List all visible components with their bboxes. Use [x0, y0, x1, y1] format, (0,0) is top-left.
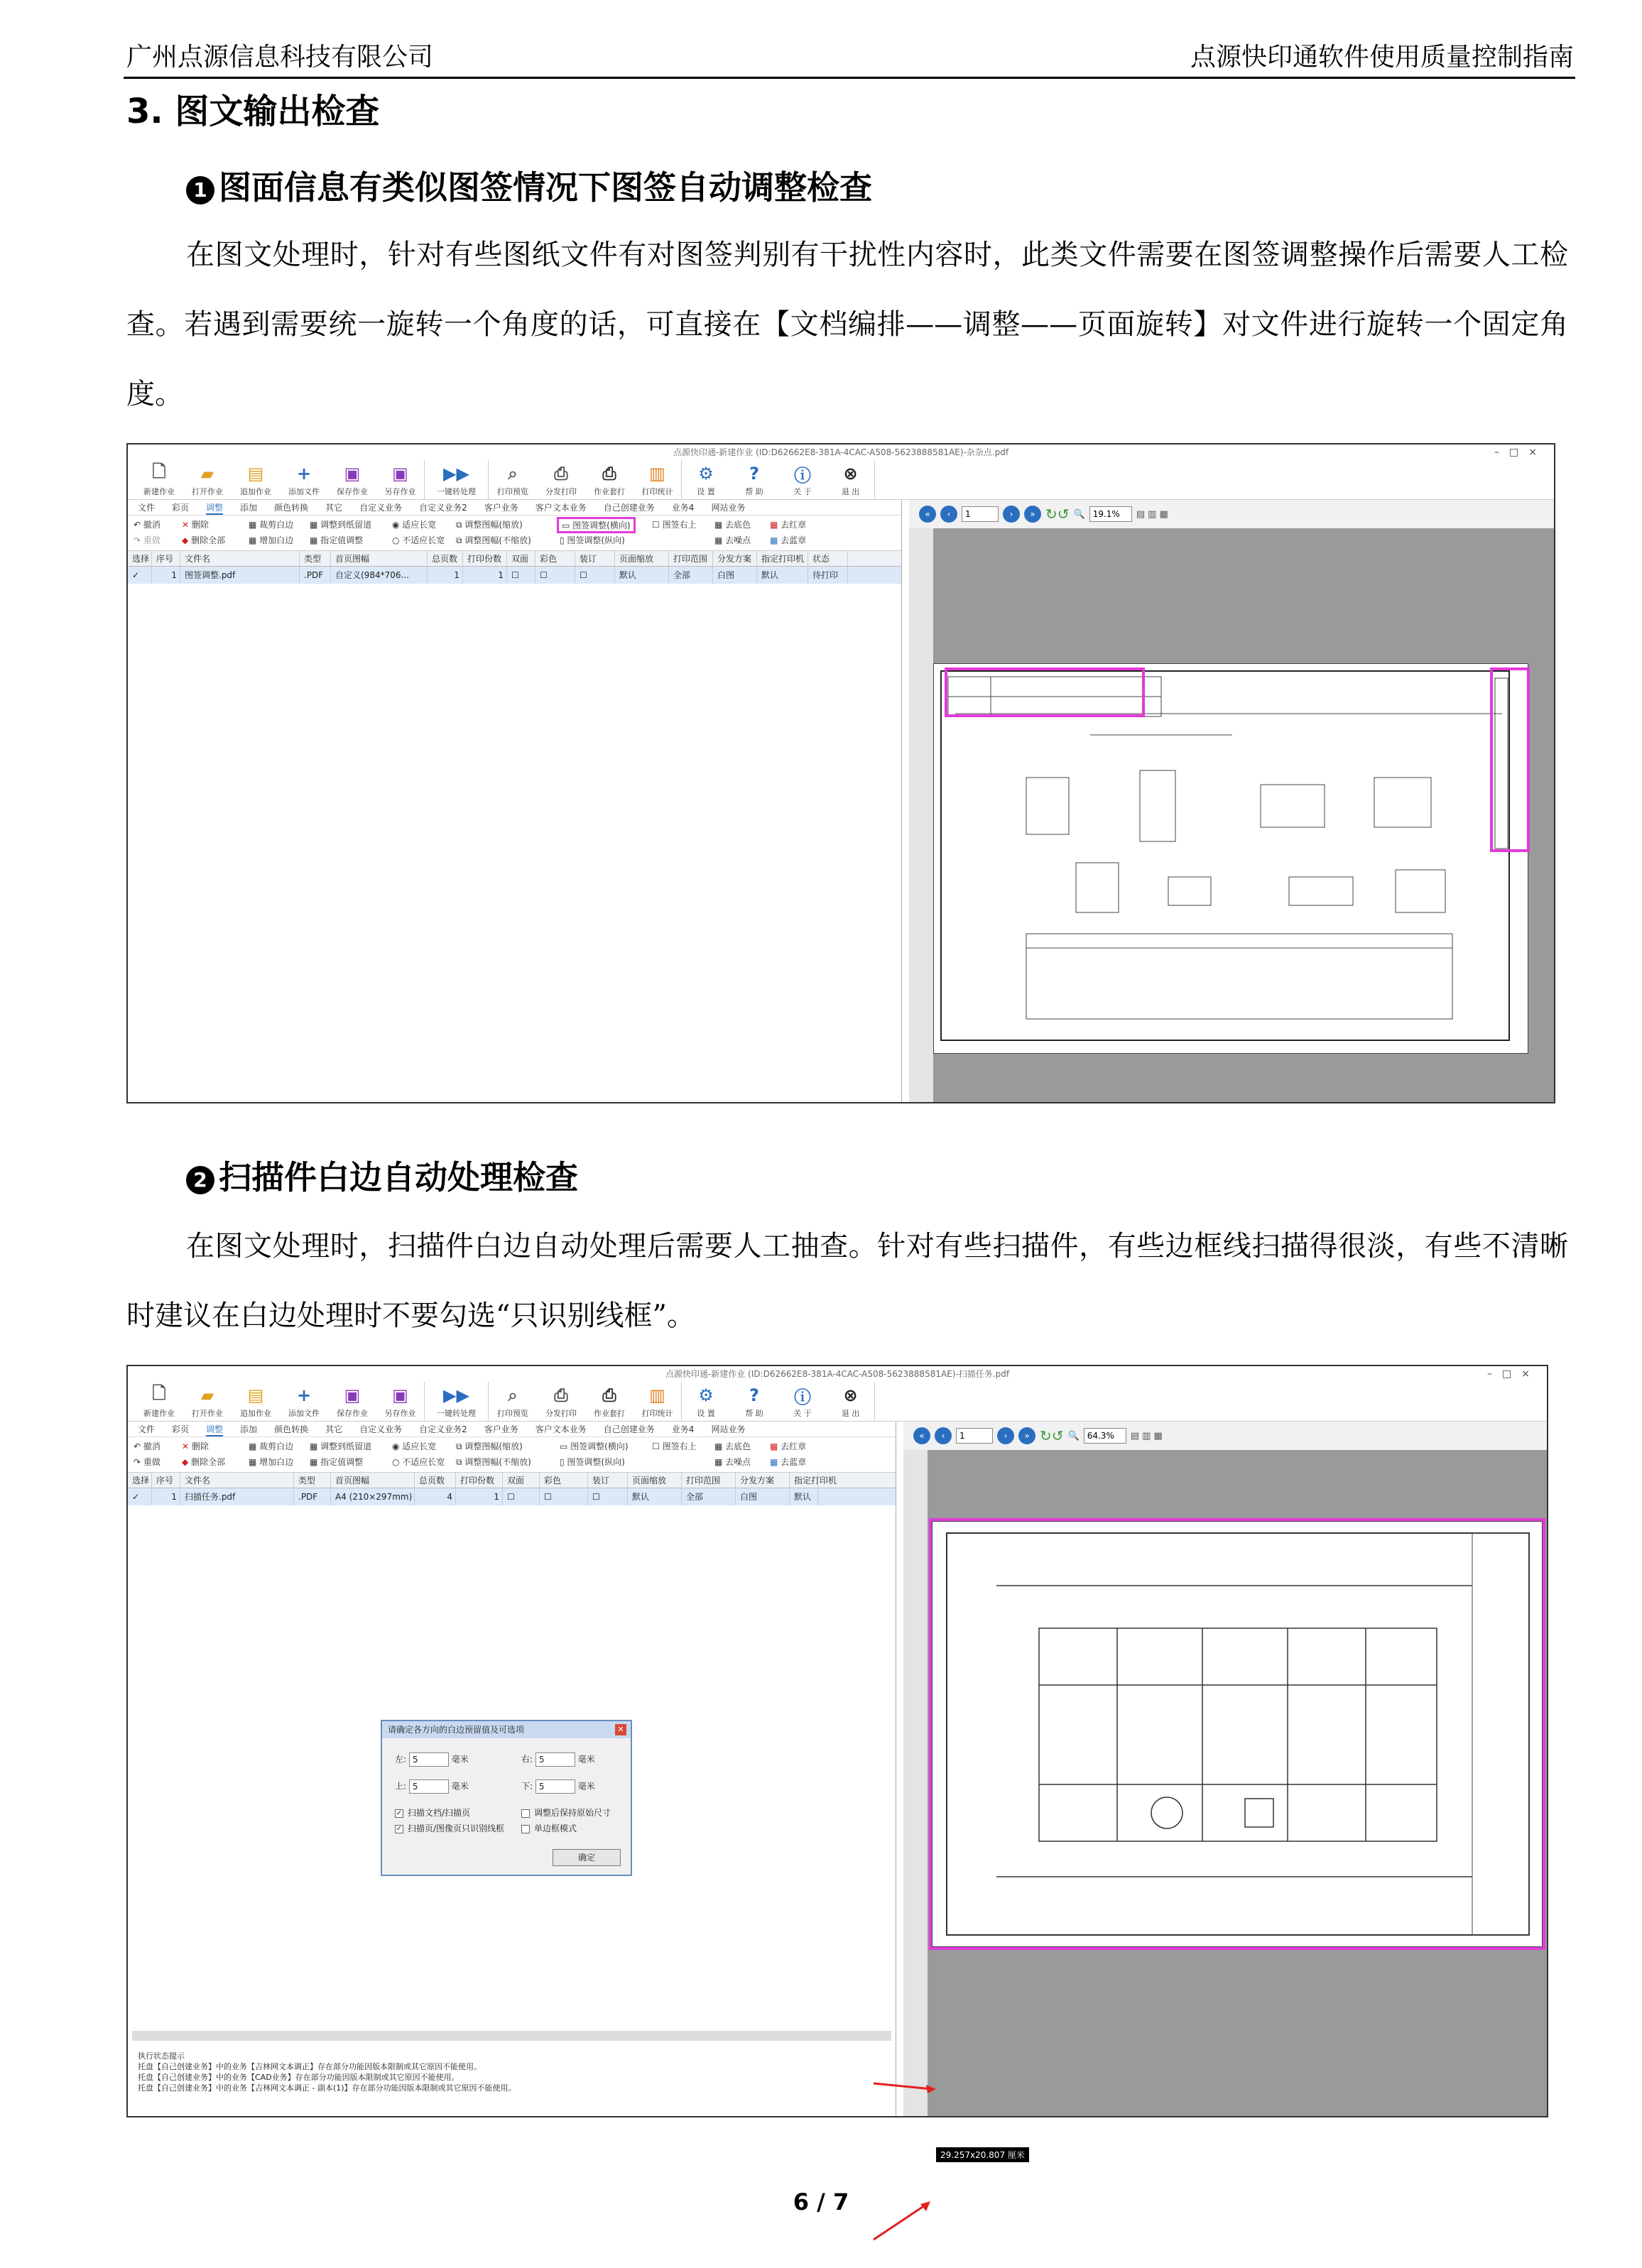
spec-adjust-button[interactable]: ▦ 指定值调整: [310, 535, 364, 545]
append-job-button[interactable]: ▤ 追加作业: [240, 1385, 271, 1418]
zoom-icon[interactable]: 🔍: [1067, 1430, 1080, 1441]
open-job-button[interactable]: ▰ 打开作业: [192, 1385, 223, 1418]
tab-customer[interactable]: 客户业务: [484, 1424, 518, 1434]
preview-icon: ⌕: [508, 464, 518, 484]
dialog-ok-button[interactable]: 确定: [553, 1849, 621, 1866]
append-icon: ▤: [247, 1385, 264, 1405]
settings-button[interactable]: ⚙ 设 置: [682, 1382, 730, 1421]
gear-icon: ⚙: [698, 464, 714, 484]
print-stats-button[interactable]: ▥ 打印统计: [634, 1382, 682, 1421]
view-mode-icon[interactable]: ▤ ▥ ▦: [1136, 508, 1168, 520]
window-title: 点源快印通-新建作业 (ID:D62662E8-381A-4CAC-A508-5623888581AE)-杂杂点.pdf –□×: [128, 445, 1554, 460]
drawing-sheet: [933, 663, 1528, 1054]
page-input[interactable]: 1: [956, 1428, 993, 1444]
no-scale-button[interactable]: ⧉ 调整图幅(不缩放): [456, 1457, 531, 1467]
save-icon: ▣: [344, 1385, 361, 1405]
preview-toolbar: [903, 1422, 1547, 1450]
tab-custom2[interactable]: 自定义业务2: [419, 503, 467, 513]
folder-icon: ▰: [200, 464, 214, 484]
scale-button[interactable]: ⧉ 调整图幅(缩放): [456, 1441, 523, 1451]
close-icon: ⊗: [843, 464, 858, 484]
tab-adjust[interactable]: 调整: [206, 500, 223, 515]
drawing-lines: [934, 664, 1529, 1054]
save-icon: ▣: [344, 464, 361, 484]
sig-tr-checkbox[interactable]: ☐ 图签右上: [652, 1441, 697, 1451]
tab-add[interactable]: 添加: [240, 503, 258, 513]
item1-title: [186, 162, 872, 209]
settings-button[interactable]: ⚙ 设 置: [682, 460, 730, 499]
status-panel: [138, 2051, 516, 2093]
delete-button[interactable]: ✕ 删除: [182, 520, 209, 530]
dialog-title: 请确定各方向的白边预留值及可选项 ✕: [382, 1721, 631, 1738]
adjust-margin-button[interactable]: ▦ 调整到纸留道: [310, 1441, 372, 1451]
tab-business4[interactable]: 业务4: [671, 503, 695, 513]
zoom-input[interactable]: 64.3%: [1084, 1428, 1126, 1444]
tab-color-page[interactable]: 彩页: [172, 503, 190, 513]
right-margin-input[interactable]: 5: [535, 1752, 575, 1767]
ribbon-adjust: [128, 1437, 896, 1473]
tab-customer[interactable]: 客户业务: [484, 503, 518, 513]
info-icon: ⓘ: [794, 465, 811, 486]
left-pane: [128, 1422, 896, 2116]
save-as-icon: ▣: [392, 464, 408, 484]
header-doc-title: 点源快印通软件使用质量控制指南: [1190, 43, 1574, 72]
item1-paragraph: 在图文处理时，针对有些图纸文件有对图签判别有干扰性内容时，此类文件需要在图签调整操作后需要人工检查。若遇到需要统一旋转一个角度的话，可直接在【文档编排——调整——页面旋转】对文件进行旋转一个固定角度。: [126, 239, 1568, 410]
add-white-button[interactable]: ▦ 增加白边: [249, 535, 294, 545]
delete-all-button[interactable]: ◆ 删除全部: [182, 535, 226, 545]
grid-header: 选择 序号 文件名 类型 首页图幅 总页数 打印份数 双面 彩色 装订 页面缩放 打印范围 分发方案 指定打印机 状态: [128, 551, 901, 567]
highlight-titleblock: [945, 667, 1145, 717]
ribbon-tabs: [128, 500, 901, 516]
info-icon: ⓘ: [794, 1387, 811, 1407]
window-title: 点源快印通-新建作业 (ID:D62662E8-381A-4CAC-A508-5623888581AE)-扫描任务.pdf –□×: [128, 1366, 1547, 1382]
no-fit-radio[interactable]: ○ 不适应长宽: [392, 535, 445, 545]
preview-toolbar: [909, 500, 1554, 528]
remove-dot-button[interactable]: ▦ 去噪点: [714, 1457, 751, 1467]
stats-icon: ▥: [649, 1385, 665, 1405]
crop-white-button[interactable]: ▦ 裁剪白边: [249, 1441, 294, 1451]
no-fit-radio[interactable]: ○ 不适应长宽: [392, 1457, 445, 1467]
rotate-icon[interactable]: ↻↺: [1045, 506, 1070, 523]
tab-website[interactable]: 网站业务: [711, 503, 746, 513]
sig-v-button[interactable]: ▯ 图签调整(纵向): [560, 1457, 625, 1467]
bottom-margin-input[interactable]: 5: [535, 1779, 575, 1794]
header-rule: [124, 77, 1575, 79]
distribute-print-button[interactable]: ⎙ 分发打印: [545, 1385, 577, 1418]
save-job-button[interactable]: ▣ 保存作业: [337, 464, 368, 496]
measure-readout: 29.257x20.807 厘米: [936, 2147, 1029, 2162]
printer-icon-2: ⎙: [602, 464, 616, 484]
crop-white-button[interactable]: ▦ 裁剪白边: [249, 520, 294, 530]
item2-number: 2: [186, 1166, 214, 1194]
exit-button[interactable]: ⊗ 退 出: [827, 1382, 875, 1421]
tab-file[interactable]: 文件: [138, 1424, 156, 1434]
new-doc-icon: 🗋: [152, 1383, 166, 1403]
open-job-button[interactable]: ▰ 打开作业: [192, 464, 223, 496]
prev-page-icon[interactable]: ‹: [940, 506, 957, 523]
left-pane: [128, 500, 902, 1102]
status-title: 执行状态提示: [138, 2051, 185, 2061]
remove-blue-button[interactable]: ▦ 去蓝章: [770, 535, 807, 545]
page-input[interactable]: 1: [962, 506, 999, 522]
tab-color-convert[interactable]: 颜色转换: [274, 503, 309, 513]
color-checkbox[interactable]: ☐: [540, 1488, 588, 1505]
preview-sidebar: [909, 528, 933, 1102]
sig-h-button[interactable]: ▭ 图签调整(横向): [560, 1441, 629, 1451]
delete-all-button[interactable]: ◆ 删除全部: [182, 1457, 226, 1467]
distribute-print-button[interactable]: ⎙ 分发打印: [545, 464, 577, 496]
plus-icon: +: [296, 464, 312, 484]
add-file-button[interactable]: + 添加文件: [288, 464, 320, 496]
plus-icon: +: [296, 1385, 312, 1405]
adjust-margin-button[interactable]: ▦ 调整到纸留道: [310, 520, 372, 530]
zoom-icon[interactable]: 🔍: [1073, 508, 1085, 520]
remove-dot-button[interactable]: ▦ 去噪点: [714, 535, 751, 545]
help-button[interactable]: ? 帮 助: [730, 460, 778, 499]
prev-page-icon[interactable]: ‹: [935, 1427, 952, 1444]
print-preview-button[interactable]: ⌕ 打印预览: [497, 1385, 528, 1418]
one-click-process-button[interactable]: ▶▶ 一键转处理: [425, 1382, 489, 1421]
table-row[interactable]: ✓ 1 图签调整.pdf .PDF 自定义(984*706... 1 1 ☐ ☐ ☐ 默认 全部 白图 默认 待打印: [128, 567, 901, 584]
window-controls[interactable]: –□×: [1494, 447, 1547, 458]
tab-color-convert[interactable]: 颜色转换: [274, 1424, 309, 1434]
red-arrows: [874, 2083, 959, 2268]
page-number: 6 / 7: [793, 2188, 849, 2215]
dialog-close-icon[interactable]: ✕: [615, 1724, 626, 1735]
tab-business4[interactable]: 业务4: [671, 1424, 695, 1434]
color-checkbox[interactable]: ☐: [535, 567, 575, 584]
new-job-button[interactable]: 🗋 新建作业: [143, 461, 175, 496]
scan-doc-checkbox[interactable]: ✓ 扫描文档/扫描页: [396, 1808, 471, 1818]
delete-button[interactable]: ✕ 删除: [182, 1441, 209, 1451]
first-page-icon[interactable]: «: [919, 506, 936, 523]
about-button[interactable]: ⓘ 关 于: [778, 460, 827, 499]
header-company: 广州点源信息科技有限公司: [126, 43, 434, 72]
top-margin-input[interactable]: 5: [409, 1779, 449, 1794]
tab-self-created[interactable]: 自己创建业务: [603, 503, 655, 513]
file-grid: [128, 551, 901, 584]
grid-header: 选择 序号 文件名 类型 首页图幅 总页数 打印份数 双面 彩色 装订 页面缩放 打印范围 分发方案 指定打印机: [128, 1473, 896, 1488]
job-print-button[interactable]: ⎙ 作业套打: [594, 1385, 625, 1418]
play-icon: ▶▶: [443, 1385, 469, 1405]
remove-red-button[interactable]: ▦ 去红章: [770, 1441, 807, 1451]
binding-checkbox[interactable]: ☐: [575, 567, 615, 584]
save-as-button[interactable]: ▣ 另存作业: [376, 1382, 425, 1421]
job-print-button[interactable]: ⎙ 作业套打: [594, 464, 625, 496]
add-file-button[interactable]: + 添加文件: [288, 1385, 320, 1418]
save-as-button[interactable]: ▣ 另存作业: [376, 460, 425, 499]
keep-size-checkbox[interactable]: 调整后保持原始尺寸: [521, 1806, 611, 1819]
item1-number: 1: [186, 176, 214, 205]
printer-icon: ⎙: [554, 464, 568, 484]
sig-h-button[interactable]: ▭ 图签调整(横向): [557, 517, 636, 533]
spec-adjust-button[interactable]: ▦ 指定值调整: [310, 1457, 364, 1467]
new-doc-icon: 🗋: [152, 461, 166, 481]
highlight-side-block: [1490, 667, 1530, 852]
tab-customer-text[interactable]: 客户文本业务: [535, 503, 587, 513]
tab-website[interactable]: 网站业务: [711, 1424, 746, 1434]
help-icon: ?: [749, 464, 759, 484]
save-job-button[interactable]: ▣ 保存作业: [337, 1385, 368, 1418]
screenshot-1: [126, 443, 1555, 1103]
gear-icon: ⚙: [698, 1385, 714, 1405]
highlight-white-border: [929, 1518, 1545, 1950]
preview-pane: [903, 1422, 1547, 2160]
printer-icon: ⎙: [554, 1385, 568, 1405]
about-button[interactable]: ⓘ 关 于: [778, 1382, 827, 1421]
tab-customer-text[interactable]: 客户文本业务: [535, 1424, 587, 1434]
remove-bg-button[interactable]: ▦ 去底色: [714, 1441, 751, 1451]
table-row[interactable]: ✓ 1 扫描任务.pdf .PDF A4 (210×297mm) 4 1 ☐ ☐ ☐ 默认 全部 白图 默认: [128, 1488, 896, 1505]
print-stats-button[interactable]: ▥ 打印统计: [634, 460, 682, 499]
status-line: 托盘【自己创建业务】中的业务【CAD业务】存在部分功能因版本限制或其它原因不能使用。: [138, 2073, 460, 2082]
close-icon: ⊗: [843, 1385, 858, 1405]
duplex-checkbox[interactable]: ☐: [503, 1488, 540, 1505]
fit-radio[interactable]: ◉ 适应长宽: [392, 1441, 437, 1451]
ribbon-adjust: [128, 516, 901, 551]
redo-button[interactable]: ↷ 重做: [134, 1457, 161, 1467]
stats-icon: ▥: [649, 464, 665, 484]
tab-other[interactable]: 其它: [325, 503, 343, 513]
sig-tr-checkbox[interactable]: ☐ 图签右上: [652, 520, 697, 530]
file-grid: [128, 1473, 896, 1505]
status-line: 托盘【自己创建业务】中的业务【吉林网文本调正 - 副本(1)】存在部分功能因版本限制或其它原因不能使用。: [138, 2083, 516, 2093]
folder-icon: ▰: [200, 1385, 214, 1405]
undo-button[interactable]: ↶ 撤消: [134, 1441, 161, 1451]
section-title: 3. 图文输出检查: [126, 92, 380, 131]
window-controls[interactable]: –□×: [1487, 1368, 1540, 1380]
append-job-button[interactable]: ▤ 追加作业: [240, 464, 271, 496]
ribbon-tabs: [128, 1422, 896, 1437]
view-mode-icon[interactable]: ▤ ▥ ▦: [1130, 1430, 1163, 1441]
remove-blue-button[interactable]: ▦ 去蓝章: [770, 1457, 807, 1467]
left-margin-input[interactable]: 5: [409, 1752, 449, 1767]
last-page-icon[interactable]: »: [1018, 1427, 1035, 1444]
item2-title: [186, 1152, 578, 1199]
tab-custom[interactable]: 自定义业务: [359, 503, 403, 513]
save-as-icon: ▣: [392, 1385, 408, 1405]
tab-adjust[interactable]: 调整: [206, 1422, 223, 1436]
first-page-icon[interactable]: «: [913, 1427, 930, 1444]
scale-button[interactable]: ⧉ 调整图幅(缩放): [456, 520, 523, 530]
last-page-icon[interactable]: »: [1024, 506, 1041, 523]
rotate-icon[interactable]: ↻↺: [1040, 1427, 1064, 1444]
exit-button[interactable]: ⊗ 退 出: [827, 460, 875, 499]
no-scale-button[interactable]: ⧉ 调整图幅(不缩放): [456, 535, 531, 545]
tab-other[interactable]: 其它: [325, 1424, 343, 1434]
preview-pane: [909, 500, 1554, 1102]
remove-red-button[interactable]: ▦ 去红章: [770, 520, 807, 530]
tab-add[interactable]: 添加: [240, 1424, 258, 1434]
next-page-icon[interactable]: ›: [997, 1427, 1014, 1444]
undo-button[interactable]: ↶ 撤消: [134, 520, 161, 530]
printer-icon-2: ⎙: [602, 1385, 616, 1405]
single-frame-checkbox[interactable]: 单边框模式: [521, 1822, 577, 1834]
main-toolbar: [128, 460, 1554, 500]
item2-paragraph: 在图文处理时，扫描件白边自动处理后需要人工抽查。针对有些扫描件，有些边框线扫描得很淡，有些不清晰时建议在白边处理时不要勾选“只识别线框”。: [126, 1230, 1568, 1332]
tab-color-page[interactable]: 彩页: [172, 1424, 190, 1434]
help-button[interactable]: ? 帮 助: [730, 1382, 778, 1421]
tab-custom[interactable]: 自定义业务: [359, 1424, 403, 1434]
fit-radio[interactable]: ◉ 适应长宽: [392, 520, 437, 530]
new-job-button[interactable]: 🗋 新建作业: [143, 1383, 175, 1418]
frame-only-checkbox[interactable]: ✓ 扫描页/图像页只识别线框: [396, 1823, 505, 1833]
main-toolbar: [128, 1382, 1547, 1422]
help-icon: ?: [749, 1385, 759, 1405]
binding-checkbox[interactable]: ☐: [588, 1488, 628, 1505]
tab-custom2[interactable]: 自定义业务2: [419, 1424, 467, 1434]
preview-sidebar: [903, 1450, 928, 2116]
margin-dialog: 请确定各方向的白边预留值及可选项 ✕ 左: 5 毫米 右: 5 毫米 上: 5 毫米 下: 5 毫米 ✓ 扫描文档/扫描页 ✓ 扫描页/图像页只识别线框 调整后保持原始尺寸 单边框模式 确定: [381, 1720, 632, 1876]
zoom-input[interactable]: 19.1%: [1089, 506, 1132, 522]
horizontal-scrollbar[interactable]: [132, 2031, 891, 2041]
duplex-checkbox[interactable]: ☐: [507, 567, 535, 584]
tab-self-created[interactable]: 自己创建业务: [603, 1424, 655, 1434]
sig-v-button[interactable]: ▯ 图签调整(纵向): [560, 535, 625, 545]
one-click-process-button[interactable]: ▶▶ 一键转处理: [425, 460, 489, 499]
remove-bg-button[interactable]: ▦ 去底色: [714, 520, 751, 530]
print-preview-button[interactable]: ⌕ 打印预览: [497, 464, 528, 496]
redo-button[interactable]: ↷ 重做: [134, 535, 161, 545]
item2-title-text: 扫描件白边自动处理检查: [219, 1158, 578, 1196]
item1-title-text: 图面信息有类似图签情况下图签自动调整检查: [219, 168, 872, 207]
add-white-button[interactable]: ▦ 增加白边: [249, 1457, 294, 1467]
status-line: 托盘【自己创建业务】中的业务【吉林网文本调正】存在部分功能因版本限制或其它原因不能使用。: [138, 2062, 482, 2071]
screenshot-2: [126, 1365, 1548, 2160]
append-icon: ▤: [247, 464, 264, 484]
preview-icon: ⌕: [508, 1385, 518, 1405]
play-icon: ▶▶: [443, 464, 469, 484]
next-page-icon[interactable]: ›: [1003, 506, 1020, 523]
tab-file[interactable]: 文件: [138, 503, 156, 513]
